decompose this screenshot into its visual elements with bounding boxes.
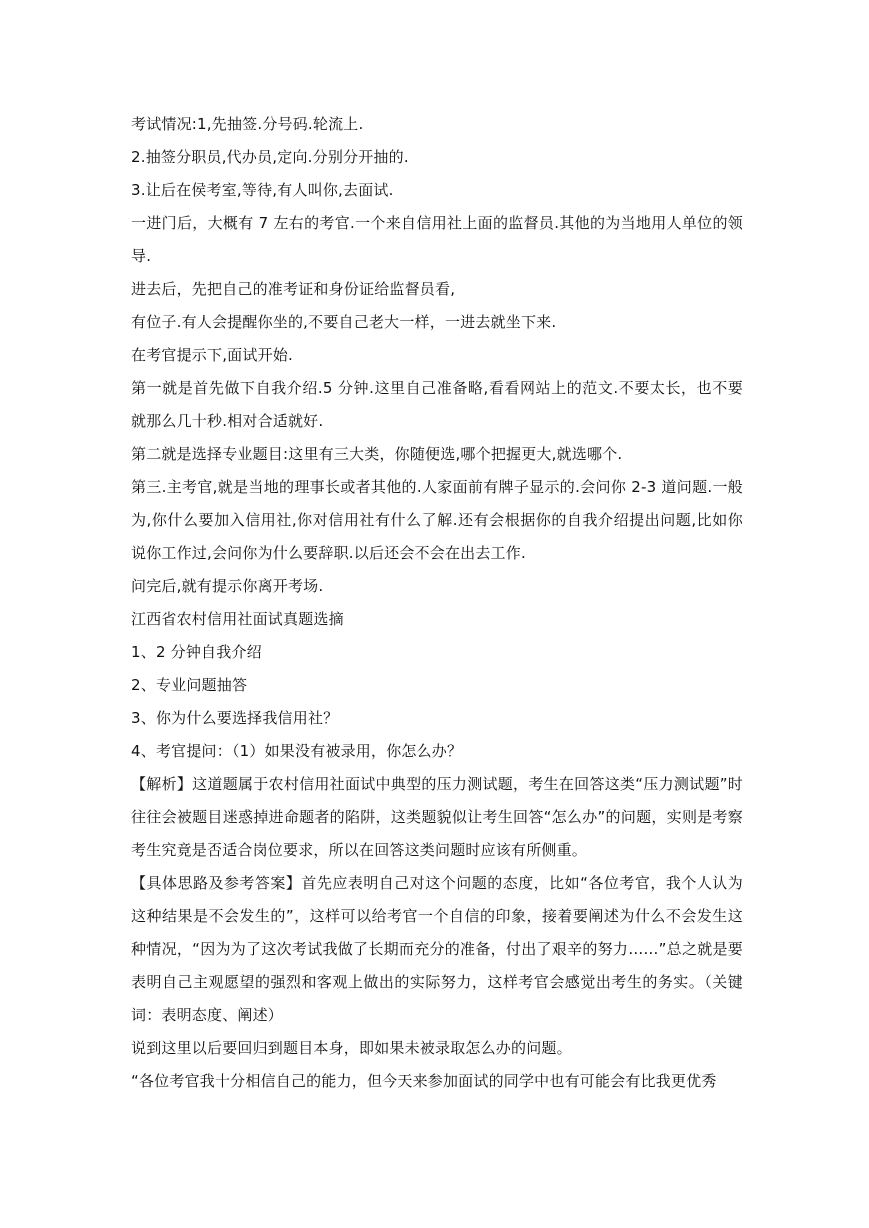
list-item-4: 4、考官提问：（1）如果没有被录用，你怎么办？: [131, 742, 463, 760]
paragraph-professional-topic: 第二就是选择专业题目:这里有三大类，你随便选,哪个把握更大,就选哪个.: [131, 445, 623, 463]
paragraph-quote-answer: “各位考官我十分相信自己的能力，但今天来参加面试的同学中也有可能会有比我更优秀: [131, 1072, 717, 1090]
paragraph-show-id: 进去后，先把自己的准考证和身份证给监督员看,: [131, 280, 456, 298]
paragraph-chief-examiner: 第三.主考官,就是当地的理事长或者其他的.人家面前有牌子显示的.会问你 2-3 道问题.一般为,你什么要加入信用社,你对信用社有什么了解.还有会根据你的自我介绍提出问题,比如你说你工作过,会问你为什么要辞职.以后还会不会在出去工作.: [131, 478, 743, 562]
paragraph-leave: 问完后,就有提示你离开考场.: [131, 577, 324, 595]
section-heading-real-questions: 江西省农村信用社面试真题选摘: [131, 610, 344, 628]
list-item-1: 1、2 分钟自我介绍: [131, 643, 262, 661]
paragraph-interview-start: 在考官提示下,面试开始.: [131, 346, 293, 364]
paragraph-return-to-question: 说到这里以后要回归到题目本身，即如果未被录取怎么办的问题。: [131, 1039, 572, 1057]
paragraph-self-introduction: 第一就是首先做下自我介绍.5 分钟.这里自己准备略,看看网站上的范文.不要太长，也不要就那么几十秒.相对合适就好.: [131, 379, 743, 430]
list-item-2: 2、专业问题抽答: [131, 676, 248, 694]
paragraph-exam-overview: 考试情况:1,先抽签.分号码.轮流上.: [131, 115, 364, 133]
paragraph-seating: 有位子.有人会提醒你坐的,不要自己老大一样，一进去就坐下来.: [131, 313, 557, 331]
paragraph-reference-answer: 【具体思路及参考答案】首先应表明自己对这个问题的态度，比如“各位考官，我个人认为这种结果是不会发生的”，这样可以给考官一个自信的印象，接着要阐述为什么不会发生这种情况，“因为为了这次考试我做了长期而充分的准备，付出了艰辛的努力……”总之就是要表明自己主观愿望的强烈和客观上做出的实际努力，这样考官会感觉出考生的务实。（关键词：表明态度、阐述）: [131, 874, 743, 1024]
paragraph-examiners: 一进门后，大概有 7 左右的考官.一个来自信用社上面的监督员.其他的为当地用人单位的领导.: [131, 214, 743, 265]
paragraph-waiting-room: 3.让后在侯考室,等待,有人叫你,去面试.: [131, 181, 394, 199]
paragraph-lottery: 2.抽签分职员,代办员,定向.分别分开抽的.: [131, 148, 409, 166]
document-body: [131, 108, 743, 1098]
list-item-3: 3、你为什么要选择我信用社？: [131, 709, 339, 727]
paragraph-analysis: 【解析】这道题属于农村信用社面试中典型的压力测试题，考生在回答这类“压力测试题”时往往会被题目迷惑掉进命题者的陷阱，这类题貌似让考生回答“怎么办”的问题，实则是考察考生究竟是否适合岗位要求，所以在回答这类问题时应该有所侧重。: [131, 775, 743, 859]
